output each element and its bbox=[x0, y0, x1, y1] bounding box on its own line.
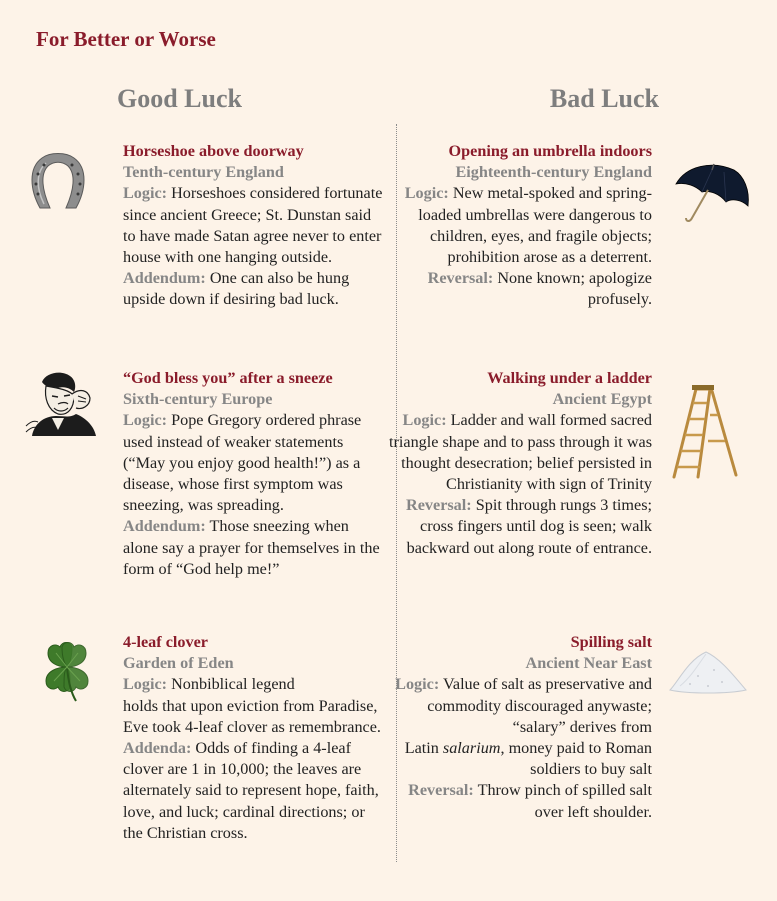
entry-reversal bbox=[384, 780, 652, 822]
sneezing-man-icon bbox=[24, 368, 104, 438]
logic-text: Horseshoes considered fortunate since ancient Greece; St. Dunstan said to have made Satan agree never to enter house with one hanging outside. bbox=[123, 184, 383, 267]
entry-title: Horseshoe above doorway bbox=[123, 142, 304, 160]
addenda-text: Odds of finding a 4-leaf clover are 1 in 10,000; the leaves are alternately said to represent hope, faith, love, and luck; cardinal directions; or the Christian cross. bbox=[123, 739, 379, 842]
entry-origin: Ancient Near East bbox=[525, 654, 652, 673]
logic-label: Logic: bbox=[123, 675, 168, 694]
entry-logic bbox=[123, 674, 385, 695]
page-title: For Better or Worse bbox=[36, 27, 216, 51]
logic-label: Logic: bbox=[404, 184, 449, 203]
logic-label: Logic: bbox=[395, 675, 440, 694]
entry-sneeze bbox=[123, 368, 385, 580]
entry-addendum bbox=[123, 268, 385, 310]
addendum-label: Addendum: bbox=[123, 517, 206, 536]
reversal-text: None known; apologize profusely. bbox=[497, 269, 652, 309]
entry-logic-continued: holds that upon eviction from Paradise, Eve took 4-leaf clover as remembrance. bbox=[123, 696, 381, 736]
entry-title: Spilling salt bbox=[570, 633, 652, 651]
entry-origin: Sixth-century Europe bbox=[123, 390, 273, 409]
entry-horseshoe bbox=[123, 141, 385, 311]
logic-text: Ladder and wall formed sacred triangle shape and to pass through it was thought desecration; belief persisted in Christianity with sign of Trinity bbox=[389, 411, 652, 494]
salt-pile-icon bbox=[668, 646, 748, 694]
horseshoe-icon bbox=[28, 150, 88, 212]
entry-logic bbox=[384, 183, 652, 268]
entry-addendum bbox=[123, 516, 385, 580]
entry-title: “God bless you” after a sneeze bbox=[123, 369, 333, 387]
entry-logic-continued bbox=[384, 738, 652, 780]
logic-text-end: , money paid to Roman soldiers to buy salt bbox=[500, 739, 652, 779]
logic-text: Pope Gregory ordered phrase bbox=[171, 411, 362, 430]
logic-italic-word: salarium bbox=[442, 739, 501, 758]
entry-origin: Tenth-century England bbox=[123, 163, 284, 182]
entry-salt bbox=[384, 632, 652, 823]
reversal-text: Throw pinch of spilled salt over left shoulder. bbox=[477, 781, 652, 821]
entry-logic bbox=[123, 183, 385, 268]
entry-origin: Ancient Egypt bbox=[552, 390, 652, 409]
addenda-label: Addenda: bbox=[123, 739, 192, 758]
entry-origin: Eighteenth-century England bbox=[455, 163, 652, 182]
entry-clover bbox=[123, 632, 385, 844]
addendum-text: Those sneezing when alone say a prayer for themselves in the form of “God help me!” bbox=[123, 517, 380, 578]
entry-logic bbox=[123, 410, 385, 431]
entry-reversal bbox=[384, 268, 652, 310]
reversal-label: Reversal: bbox=[406, 496, 472, 515]
entry-reversal bbox=[384, 495, 652, 559]
entry-title: Opening an umbrella indoors bbox=[448, 142, 652, 160]
bad-luck-heading: Bad Luck bbox=[549, 84, 659, 113]
entry-umbrella bbox=[384, 141, 652, 311]
reversal-label: Reversal: bbox=[427, 269, 494, 288]
logic-label: Logic: bbox=[402, 411, 447, 430]
entry-ladder bbox=[384, 368, 652, 559]
four-leaf-clover-icon bbox=[36, 637, 98, 703]
logic-text: New metal-spoked and spring-loaded umbrellas were dangerous to children, eyes, and fragile objects; prohibition arose as a deterrent. bbox=[418, 184, 652, 267]
entry-logic bbox=[384, 410, 652, 495]
entry-logic bbox=[384, 674, 652, 738]
logic-label: Logic: bbox=[123, 184, 168, 203]
logic-label: Logic: bbox=[123, 411, 168, 430]
entry-title: Walking under a ladder bbox=[487, 369, 652, 387]
reversal-text: Spit through rungs 3 times; cross fingers until dog is seen; walk backward out along route of entrance. bbox=[406, 496, 652, 557]
entry-title: 4-leaf clover bbox=[123, 633, 208, 651]
ladder-icon bbox=[670, 385, 742, 481]
good-luck-heading: Good Luck bbox=[117, 84, 242, 113]
umbrella-icon bbox=[672, 160, 752, 230]
reversal-label: Reversal: bbox=[408, 781, 474, 800]
entry-logic-continued: used instead of weaker statements (“May you enjoy good health!”) as a disease, whose first symptom was sneezing, was spreading. bbox=[123, 432, 361, 515]
entry-origin: Garden of Eden bbox=[123, 654, 234, 673]
logic-text: Value of salt as preservative and commodity discouraged anywaste; “salary” derives from bbox=[427, 675, 652, 736]
entry-addenda bbox=[123, 738, 385, 844]
logic-text-latin: Latin bbox=[404, 739, 439, 758]
addendum-label: Addendum: bbox=[123, 269, 206, 288]
addendum-text: One can also be hung upside down if desiring bad luck. bbox=[123, 269, 350, 309]
logic-text: Nonbiblical legend bbox=[171, 675, 295, 694]
